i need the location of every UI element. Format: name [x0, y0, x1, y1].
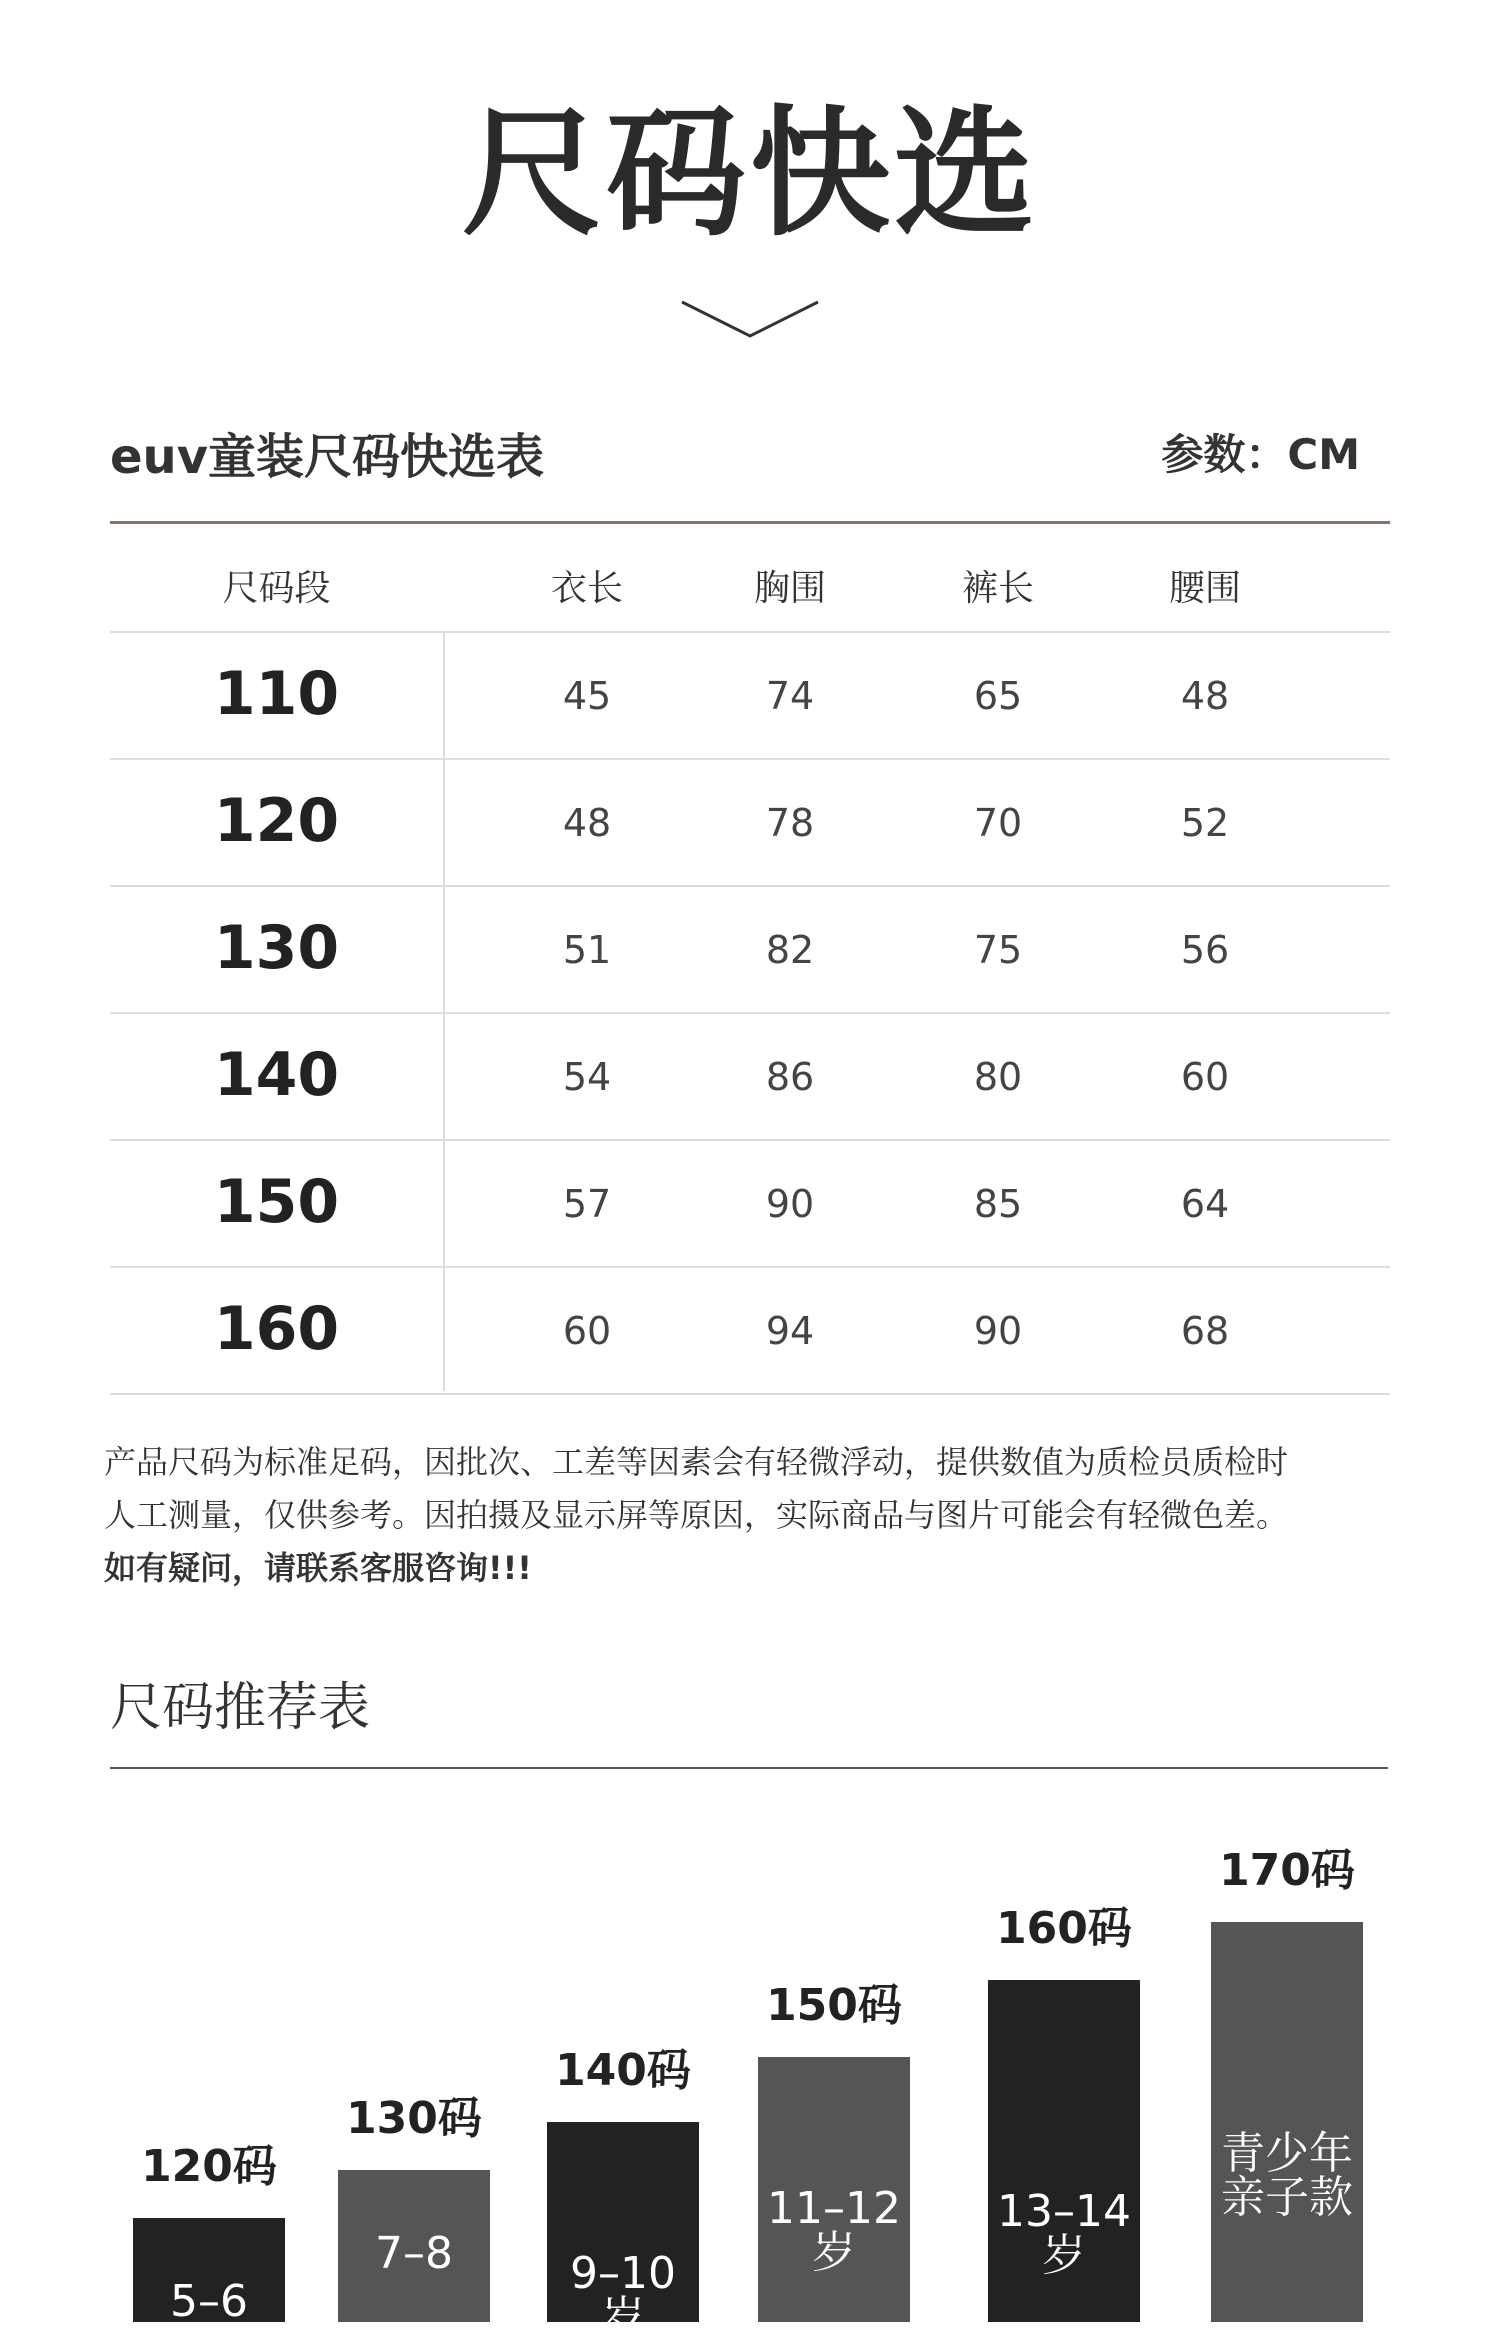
bar-age-label [338, 2228, 490, 2279]
bar-age-label [988, 2186, 1140, 2281]
bar-age-line: 11–12 [767, 2183, 901, 2234]
bar-age-label [1211, 2128, 1363, 2223]
size-value: 160 [213, 1294, 340, 1364]
measure-value: 74 [765, 674, 815, 718]
measure-value: 78 [765, 801, 815, 845]
size-value: 130 [213, 913, 340, 983]
row-divider [110, 631, 1390, 633]
row-divider [110, 1266, 1390, 1268]
measure-value: 52 [1180, 801, 1230, 845]
measure-value: 57 [562, 1182, 612, 1226]
measure-value: 64 [1180, 1182, 1230, 1226]
bar-age-line: 13–14 [997, 2186, 1131, 2237]
page-title: 尺码快选 [461, 93, 1038, 256]
measure-value: 60 [562, 1309, 612, 1353]
bar-age-label [547, 2248, 699, 2343]
recommend-title: 尺码推荐表 [110, 1678, 371, 1738]
bar-age-line: 青少年 [1221, 2128, 1353, 2179]
table-top-rule [110, 521, 1390, 524]
measure-value: 85 [973, 1182, 1023, 1226]
size-value: 140 [213, 1040, 340, 1110]
bar-size-label: 140码 [555, 2045, 691, 2096]
row-divider [110, 885, 1390, 887]
measure-value: 90 [973, 1309, 1023, 1353]
measure-value: 60 [1180, 1055, 1230, 1099]
row-divider [110, 1139, 1390, 1141]
recommend-rule [110, 1767, 1388, 1769]
measure-value: 80 [973, 1055, 1023, 1099]
bar-size-label: 130码 [346, 2093, 482, 2144]
measure-value: 68 [1180, 1309, 1230, 1353]
measure-value: 48 [562, 801, 612, 845]
measure-value: 86 [765, 1055, 815, 1099]
header-size-range: 尺码段 [222, 568, 331, 609]
unit-label: 参数：CM [1161, 430, 1360, 479]
size-table-title: euv童装尺码快选表 [110, 429, 545, 485]
measure-value: 48 [1180, 674, 1230, 718]
bar-age-label [133, 2276, 285, 2327]
note-line-1: 产品尺码为标准足码，因批次、工差等因素会有轻微浮动，提供数值为质检员质检时 [104, 1443, 1289, 1481]
bar-age-line: 亲子款 [1221, 2172, 1353, 2223]
bar-age-label [758, 2183, 910, 2278]
chevron-down-icon [678, 296, 822, 344]
measure-value: 82 [765, 928, 815, 972]
measure-value: 56 [1180, 928, 1230, 972]
size-value: 150 [213, 1167, 340, 1237]
bar-age-line: 7–8 [375, 2228, 453, 2279]
header-pants-length: 裤长 [961, 568, 1034, 609]
bar-age-line: 岁 [812, 2227, 856, 2278]
note-line-2: 人工测量，仅供参考。因拍摄及显示屏等原因，实际商品与图片可能会有轻微色差。 [104, 1496, 1289, 1534]
measure-value: 45 [562, 674, 612, 718]
row-divider [110, 1393, 1390, 1395]
bar-age-line: 岁 [1042, 2230, 1086, 2281]
header-waist: 腰围 [1168, 568, 1241, 609]
table-column-divider [443, 631, 445, 1391]
measure-value: 54 [562, 1055, 612, 1099]
measure-value: 94 [765, 1309, 815, 1353]
measure-value: 90 [765, 1182, 815, 1226]
measure-value: 51 [562, 928, 612, 972]
row-divider [110, 758, 1390, 760]
header-chest: 胸围 [753, 568, 826, 609]
row-divider [110, 1012, 1390, 1014]
bar-age-line: 岁 [601, 2292, 645, 2343]
measure-value: 70 [973, 801, 1023, 845]
bar-size-label: 170码 [1219, 1845, 1355, 1896]
bar-age-line: 5–6 [170, 2276, 248, 2327]
measure-value: 75 [973, 928, 1023, 972]
bar-size-label: 120码 [141, 2141, 277, 2192]
header-length: 衣长 [550, 568, 623, 609]
note-line-3: 如有疑问，请联系客服咨询!!! [104, 1549, 532, 1587]
size-value: 110 [213, 659, 340, 729]
bar-age-line: 9–10 [570, 2248, 676, 2299]
bar-size-label: 150码 [766, 1980, 902, 2031]
bar-size-label: 160码 [996, 1903, 1132, 1954]
measure-value: 65 [973, 674, 1023, 718]
recommend-bar [1211, 1922, 1363, 2322]
size-value: 120 [213, 786, 340, 856]
